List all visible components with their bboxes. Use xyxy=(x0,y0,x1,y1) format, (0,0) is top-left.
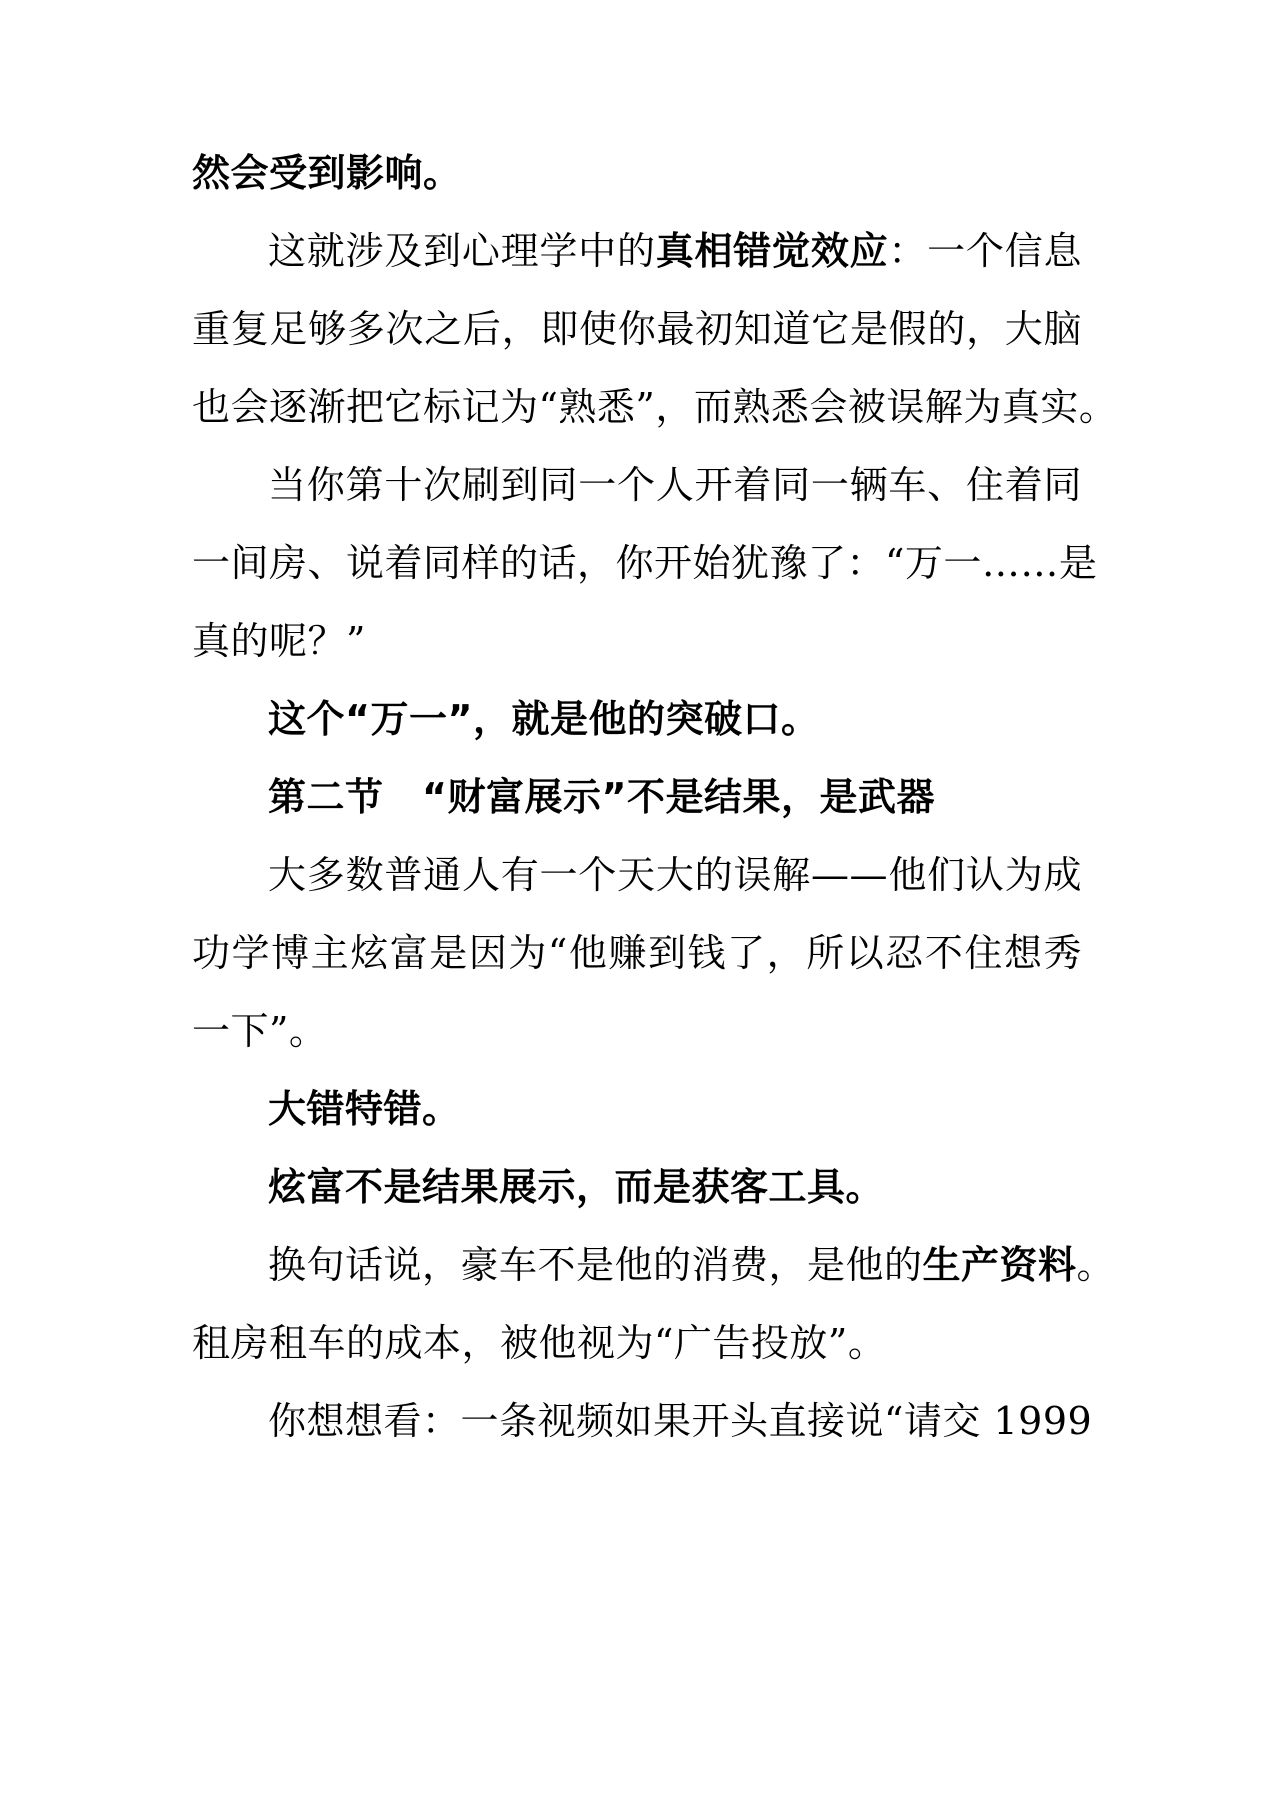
paragraph-line xyxy=(192,306,1082,352)
text-segment: 当你第十次刷到同一个人开着同一辆车、住着同 xyxy=(268,463,1082,507)
paragraph-line xyxy=(192,1320,1082,1366)
paragraph-line xyxy=(268,696,1082,742)
bold-term: 真相错觉效应 xyxy=(655,229,889,273)
bold-term: 生产资料 xyxy=(922,1243,1077,1287)
paragraph-line xyxy=(268,1398,1093,1444)
paragraph-line xyxy=(268,1086,1082,1132)
paragraph-line xyxy=(192,618,1082,664)
text-segment: 功学博主炫富是因为“他赚到钱了，所以忍不住想秀 xyxy=(192,931,1082,975)
paragraph-line xyxy=(192,930,1082,976)
paragraph-line xyxy=(192,384,1118,430)
bold-text: 然会受到影响。 xyxy=(192,151,462,195)
bold-text: 这个“万一”，就是他的突破口。 xyxy=(268,697,820,741)
bold-text: 大错特错。 xyxy=(268,1087,461,1131)
paragraph-line xyxy=(268,1242,1116,1288)
text-segment: 。 xyxy=(1076,1243,1116,1287)
text-segment: 这就涉及到心理学中的 xyxy=(268,229,656,273)
text-segment: 租房租车的成本，被他视为“广告投放”。 xyxy=(192,1321,887,1365)
text-segment: 大多数普通人有一个天大的误解——他们认为成 xyxy=(268,853,1082,897)
bold-text: 炫富不是结果展示，而是获客工具。 xyxy=(268,1165,885,1209)
text-segment: 也会逐渐把它标记为“熟悉”，而熟悉会被误解为真实。 xyxy=(192,385,1118,429)
text-segment: 一下”。 xyxy=(192,1009,328,1053)
paragraph-line xyxy=(268,852,1082,898)
section-heading-text: 第二节 “财富展示”不是结果，是武器 xyxy=(268,775,935,819)
section-heading xyxy=(268,774,1082,820)
paragraph-line xyxy=(192,1008,1082,1054)
paragraph-line xyxy=(192,150,1082,196)
text-segment: 重复足够多次之后，即使你最初知道它是假的，大脑 xyxy=(192,307,1082,351)
text-segment: 你想想看：一条视频如果开头直接说“请交 1999 xyxy=(268,1399,1093,1443)
paragraph-line xyxy=(268,462,1082,508)
text-segment: 换句话说，豪车不是他的消费，是他的 xyxy=(268,1243,923,1287)
text-segment: 一间房、说着同样的话，你开始犹豫了：“万一……是 xyxy=(192,541,1098,585)
text-segment: ：一个信息 xyxy=(888,229,1082,273)
paragraph-line xyxy=(192,540,1098,586)
text-segment: 真的呢？” xyxy=(192,619,366,663)
paragraph-line xyxy=(268,1164,1082,1210)
paragraph-line xyxy=(268,228,1082,274)
